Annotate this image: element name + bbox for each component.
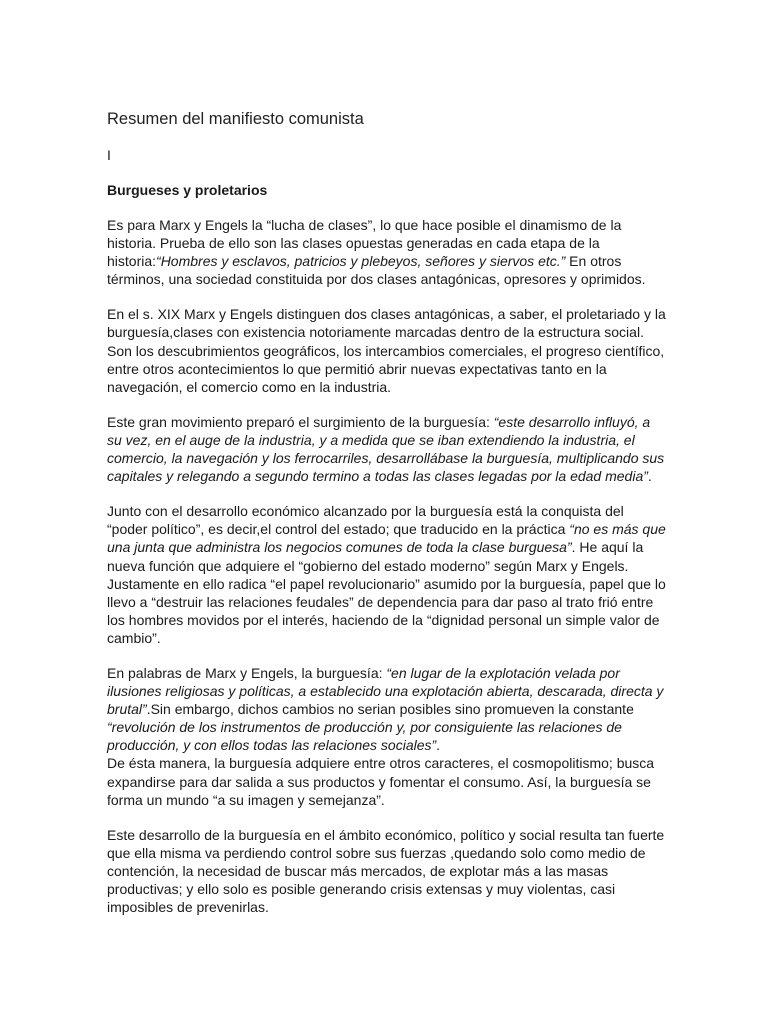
paragraph (107, 826, 668, 916)
paragraph-text: . (436, 737, 441, 754)
paragraph (107, 305, 668, 395)
paragraph-text: . (647, 468, 652, 485)
paragraph (107, 502, 668, 647)
paragraph-text: Junto con el desarrollo económico alcanzado por la burguesía está la conquista del “poder político”, es decir,el control del estado; que traducido en la práctica (107, 503, 624, 538)
paragraph (107, 754, 668, 808)
paragraph-text: En palabras de Marx y Engels, la burguesía: (107, 664, 387, 681)
paragraph-text: En otros términos, una sociedad constituida por dos clases antagónicas, opresores y oprimidos. (107, 253, 646, 288)
paragraph-text: De ésta manera, la burguesía adquiere entre otros caracteres, el cosmopolitismo; busca expandirse para dar salida a sus productos y fomentar el consumo. Así, la burguesía se forma un mundo “a su imagen y semejanza”. (107, 755, 655, 808)
paragraph-text: .Sin embargo, dichos cambios no serian posibles sino promueven la constante (146, 701, 634, 718)
section-heading: Burgueses y proletarios (107, 182, 268, 198)
quoted-text: “revolución de los instrumentos de producción y, por consiguiente las relaciones de producción, y con ellos todas las relaciones sociales” (107, 719, 622, 754)
paragraph (107, 216, 668, 288)
chapter-numeral: I (107, 147, 111, 163)
paragraph-text: Este desarrollo de la burguesía en el ámbito económico, político y social resulta tan fuerte que ella misma va perdiendo control sobre sus fuerzas ,quedando solo como medio de contención, la necesidad de buscar más mercados, de explotar más a las masas productivas; y ello solo es posible generando crisis extensas y muy violentas, casi imposibles de prevenirlas. (107, 826, 665, 916)
document-title: Resumen del manifiesto comunista (107, 110, 364, 128)
paragraph-text: En el s. XIX Marx y Engels distinguen dos clases antagónicas, a saber, el proletariado y la burguesía,clases con existencia notoriamente marcadas dentro de la estructura social. Son los descubrimientos geográficos, los intercambios comerciales, el progreso científico, entre otros acontecimientos lo que permitió abrir nuevas expectativas tanto en la navegación, el comercio como en la industria. (107, 306, 666, 395)
paragraph (107, 413, 668, 485)
quoted-text: “en lugar de la explotación velada por ilusiones religiosas y políticas, a establecido una explotación abierta, descarada, directa y brutal” (107, 664, 664, 718)
paragraph-text: . He aquí la nueva función que adquiere el “gobierno del estado moderno” según Marx y Engels. Justamente en ello radica “el papel revolucionario” asumido por la burguesía, papel que lo llevo a “destruir las relaciones feudales” de dependencia para dar paso al trato frió entre los hombres movidos por el interés, haciendo de la “dignidad personal un simple valor de cambio”. (107, 539, 666, 646)
quoted-text: “este desarrollo influyó, a su vez, en el auge de la industria, y a medida que se iban extendiendo la industria, el comercio, la navegación y los ferrocarriles, desarrollábase la burguesía, multiplicando sus capitales y relegando a segundo termino a todas las clases legadas por la edad media” (107, 413, 665, 485)
paragraph-text: Este gran movimiento preparó el surgimiento de la burguesía: (107, 413, 494, 430)
paragraph (107, 664, 668, 754)
body-text (107, 216, 668, 916)
quoted-text: “no es más que una junta que administra los negocios comunes de toda la clase burguesa” (107, 521, 666, 556)
paragraph-text: Es para Marx y Engels la “lucha de clases”, lo que hace posible el dinamismo de la historia. Prueba de ello son las clases opuestas generadas en cada etapa de la historia: (107, 217, 622, 270)
quoted-text: “Hombres y esclavos, patricios y plebeyos, señores y siervos etc.” (156, 253, 566, 270)
